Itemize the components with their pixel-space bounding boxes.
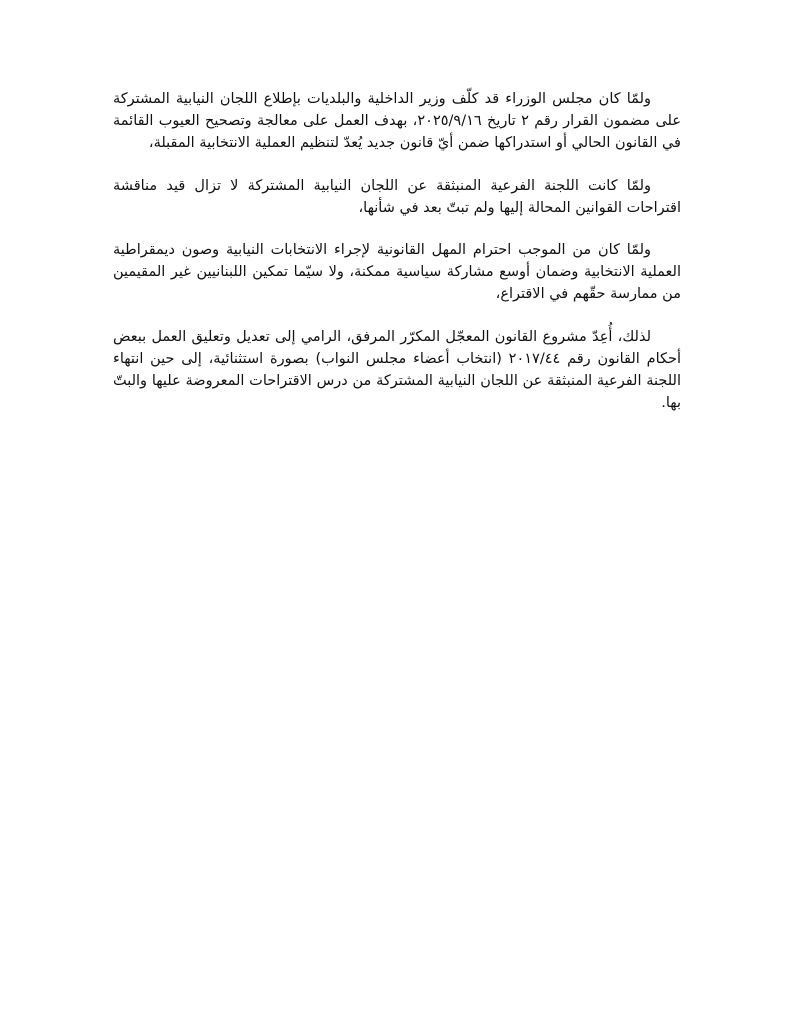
paragraph-subcommittee: ولمّا كانت اللجنة الفرعية المنبثقة عن اللجان النيابية المشتركة لا تزال قيد مناقشة اقتراحات القوانين المحالة إليها ولم تبتّ بعد في شأنها، [113, 177, 681, 216]
paragraph-conclusion: لذلك، أُعِدّ مشروع القانون المعجّل المكرّر المرفق، الرامي إلى تعديل وتعليق العمل ببعض أحكام القانون رقم ٢٠١٧/٤٤ (انتخاب أعضاء مجلس النواب) بصورة استثنائية، إلى حين انتهاء اللجنة الفرعية المنبثقة عن اللجان النيابية المشتركة من درس الاقتراحات المعروضة عليها والبتّ بها. [113, 328, 681, 412]
paragraph-council-of-ministers: ولمّا كان مجلس الوزراء قد كلّف وزير الداخلية والبلديات بإطلاع اللجان النيابية المشتركة على مضمون القرار رقم ٢ تاريخ ٢٠٢٥/٩/١٦، بهدف العمل على معالجة وتصحيح العيوب القائمة في القانون الحالي أو استدراكها ضمن أيّ قانون جديد يُعدّ لتنظيم العملية الانتخابية المقبلة، [113, 91, 681, 152]
paragraph-legal-deadlines: ولمّا كان من الموجب احترام المهل القانونية لإجراء الانتخابات النيابية وصون ديمقراطية العملية الانتخابية وضمان أوسع مشاركة سياسية ممكنة، ولا سيّما تمكين اللبنانيين غير المقيمين من ممارسة حقّهم في الاقتراع، [113, 242, 681, 303]
document-page [113, 88, 681, 434]
